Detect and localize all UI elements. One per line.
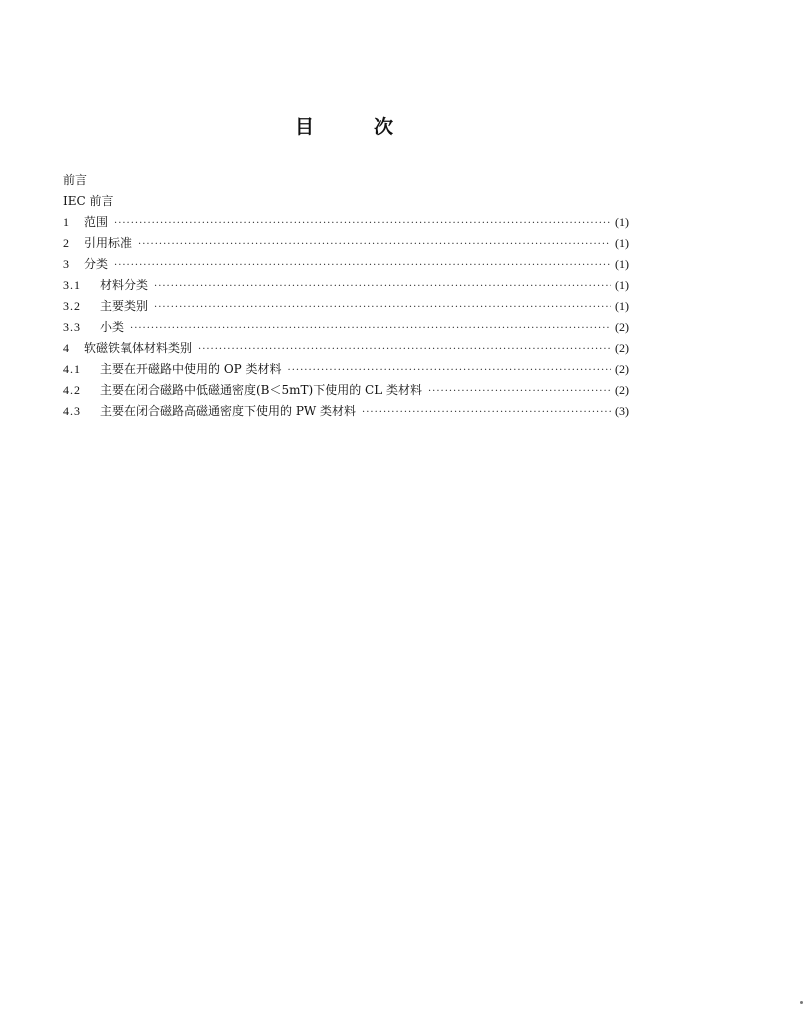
toc-leader-dots bbox=[114, 255, 611, 276]
toc-entry-page: (2) bbox=[615, 341, 629, 355]
toc-leader-dots bbox=[154, 297, 611, 318]
page-title bbox=[0, 112, 690, 139]
toc-entry[interactable] bbox=[63, 254, 629, 275]
toc-entry-title: 软磁铁氧体材料类别 bbox=[84, 341, 193, 355]
page-title-part2: 次 bbox=[374, 116, 396, 138]
toc-entry-number: 4.1 bbox=[63, 362, 81, 376]
toc-entry[interactable] bbox=[63, 359, 629, 380]
toc-entry-title: 引用标准 bbox=[84, 236, 133, 250]
toc-entry[interactable] bbox=[63, 233, 629, 254]
table-of-contents bbox=[63, 170, 629, 422]
toc-entry-title: 小类 bbox=[100, 320, 125, 334]
toc-entry[interactable] bbox=[63, 317, 629, 338]
toc-entry-title: 分类 bbox=[84, 257, 109, 271]
toc-entry[interactable] bbox=[63, 338, 629, 359]
toc-leader-dots bbox=[362, 402, 611, 423]
toc-entry[interactable] bbox=[63, 275, 629, 296]
toc-header-iec-foreword[interactable]: IEC 前言 bbox=[63, 194, 114, 208]
toc-entry-title: 主要在闭合磁路中低磁通密度(B＜5mT)下使用的 CL 类材料 bbox=[100, 383, 422, 397]
toc-header-foreword[interactable]: 前言 bbox=[63, 173, 88, 187]
toc-entry-page: (1) bbox=[615, 278, 629, 292]
toc-leader-dots bbox=[138, 234, 611, 255]
toc-entry-number: 3.2 bbox=[63, 299, 81, 313]
toc-entry-title: 范围 bbox=[84, 215, 109, 229]
toc-entry-page: (2) bbox=[615, 362, 629, 376]
toc-entry-title: 主要在开磁路中使用的 OP 类材料 bbox=[100, 362, 282, 376]
toc-entry-page: (1) bbox=[615, 215, 629, 229]
toc-entry-number: 1 bbox=[63, 215, 70, 229]
toc-entry-number: 4.3 bbox=[63, 404, 81, 418]
toc-entry-page: (1) bbox=[615, 236, 629, 250]
toc-entry-number: 3 bbox=[63, 257, 70, 271]
toc-entry-number: 4.2 bbox=[63, 383, 81, 397]
toc-entry[interactable] bbox=[63, 380, 629, 401]
page-title-part1: 目 bbox=[294, 116, 316, 138]
toc-leader-dots bbox=[198, 339, 611, 360]
toc-leader-dots bbox=[130, 318, 611, 339]
toc-entry-title: 主要类别 bbox=[100, 299, 149, 313]
toc-entry-title: 主要在闭合磁路高磁通密度下使用的 PW 类材料 bbox=[100, 404, 357, 418]
toc-entry-title: 材料分类 bbox=[100, 278, 149, 292]
toc-entry-page: (2) bbox=[615, 383, 629, 397]
toc-entry-number: 3.1 bbox=[63, 278, 81, 292]
toc-leader-dots bbox=[114, 213, 611, 234]
toc-entry-page: (3) bbox=[615, 404, 629, 418]
toc-entry-page: (1) bbox=[615, 299, 629, 313]
toc-entry[interactable] bbox=[63, 296, 629, 317]
toc-entry-number: 2 bbox=[63, 236, 70, 250]
scan-speck bbox=[800, 1001, 803, 1004]
toc-entry-page: (2) bbox=[615, 320, 629, 334]
toc-entry-number: 3.3 bbox=[63, 320, 81, 334]
toc-entry-page: (1) bbox=[615, 257, 629, 271]
toc-leader-dots bbox=[288, 360, 611, 381]
toc-leader-dots bbox=[154, 276, 611, 297]
toc-leader-dots bbox=[428, 381, 611, 402]
toc-entry[interactable] bbox=[63, 212, 629, 233]
toc-entry-number: 4 bbox=[63, 341, 70, 355]
toc-entry[interactable] bbox=[63, 401, 629, 422]
